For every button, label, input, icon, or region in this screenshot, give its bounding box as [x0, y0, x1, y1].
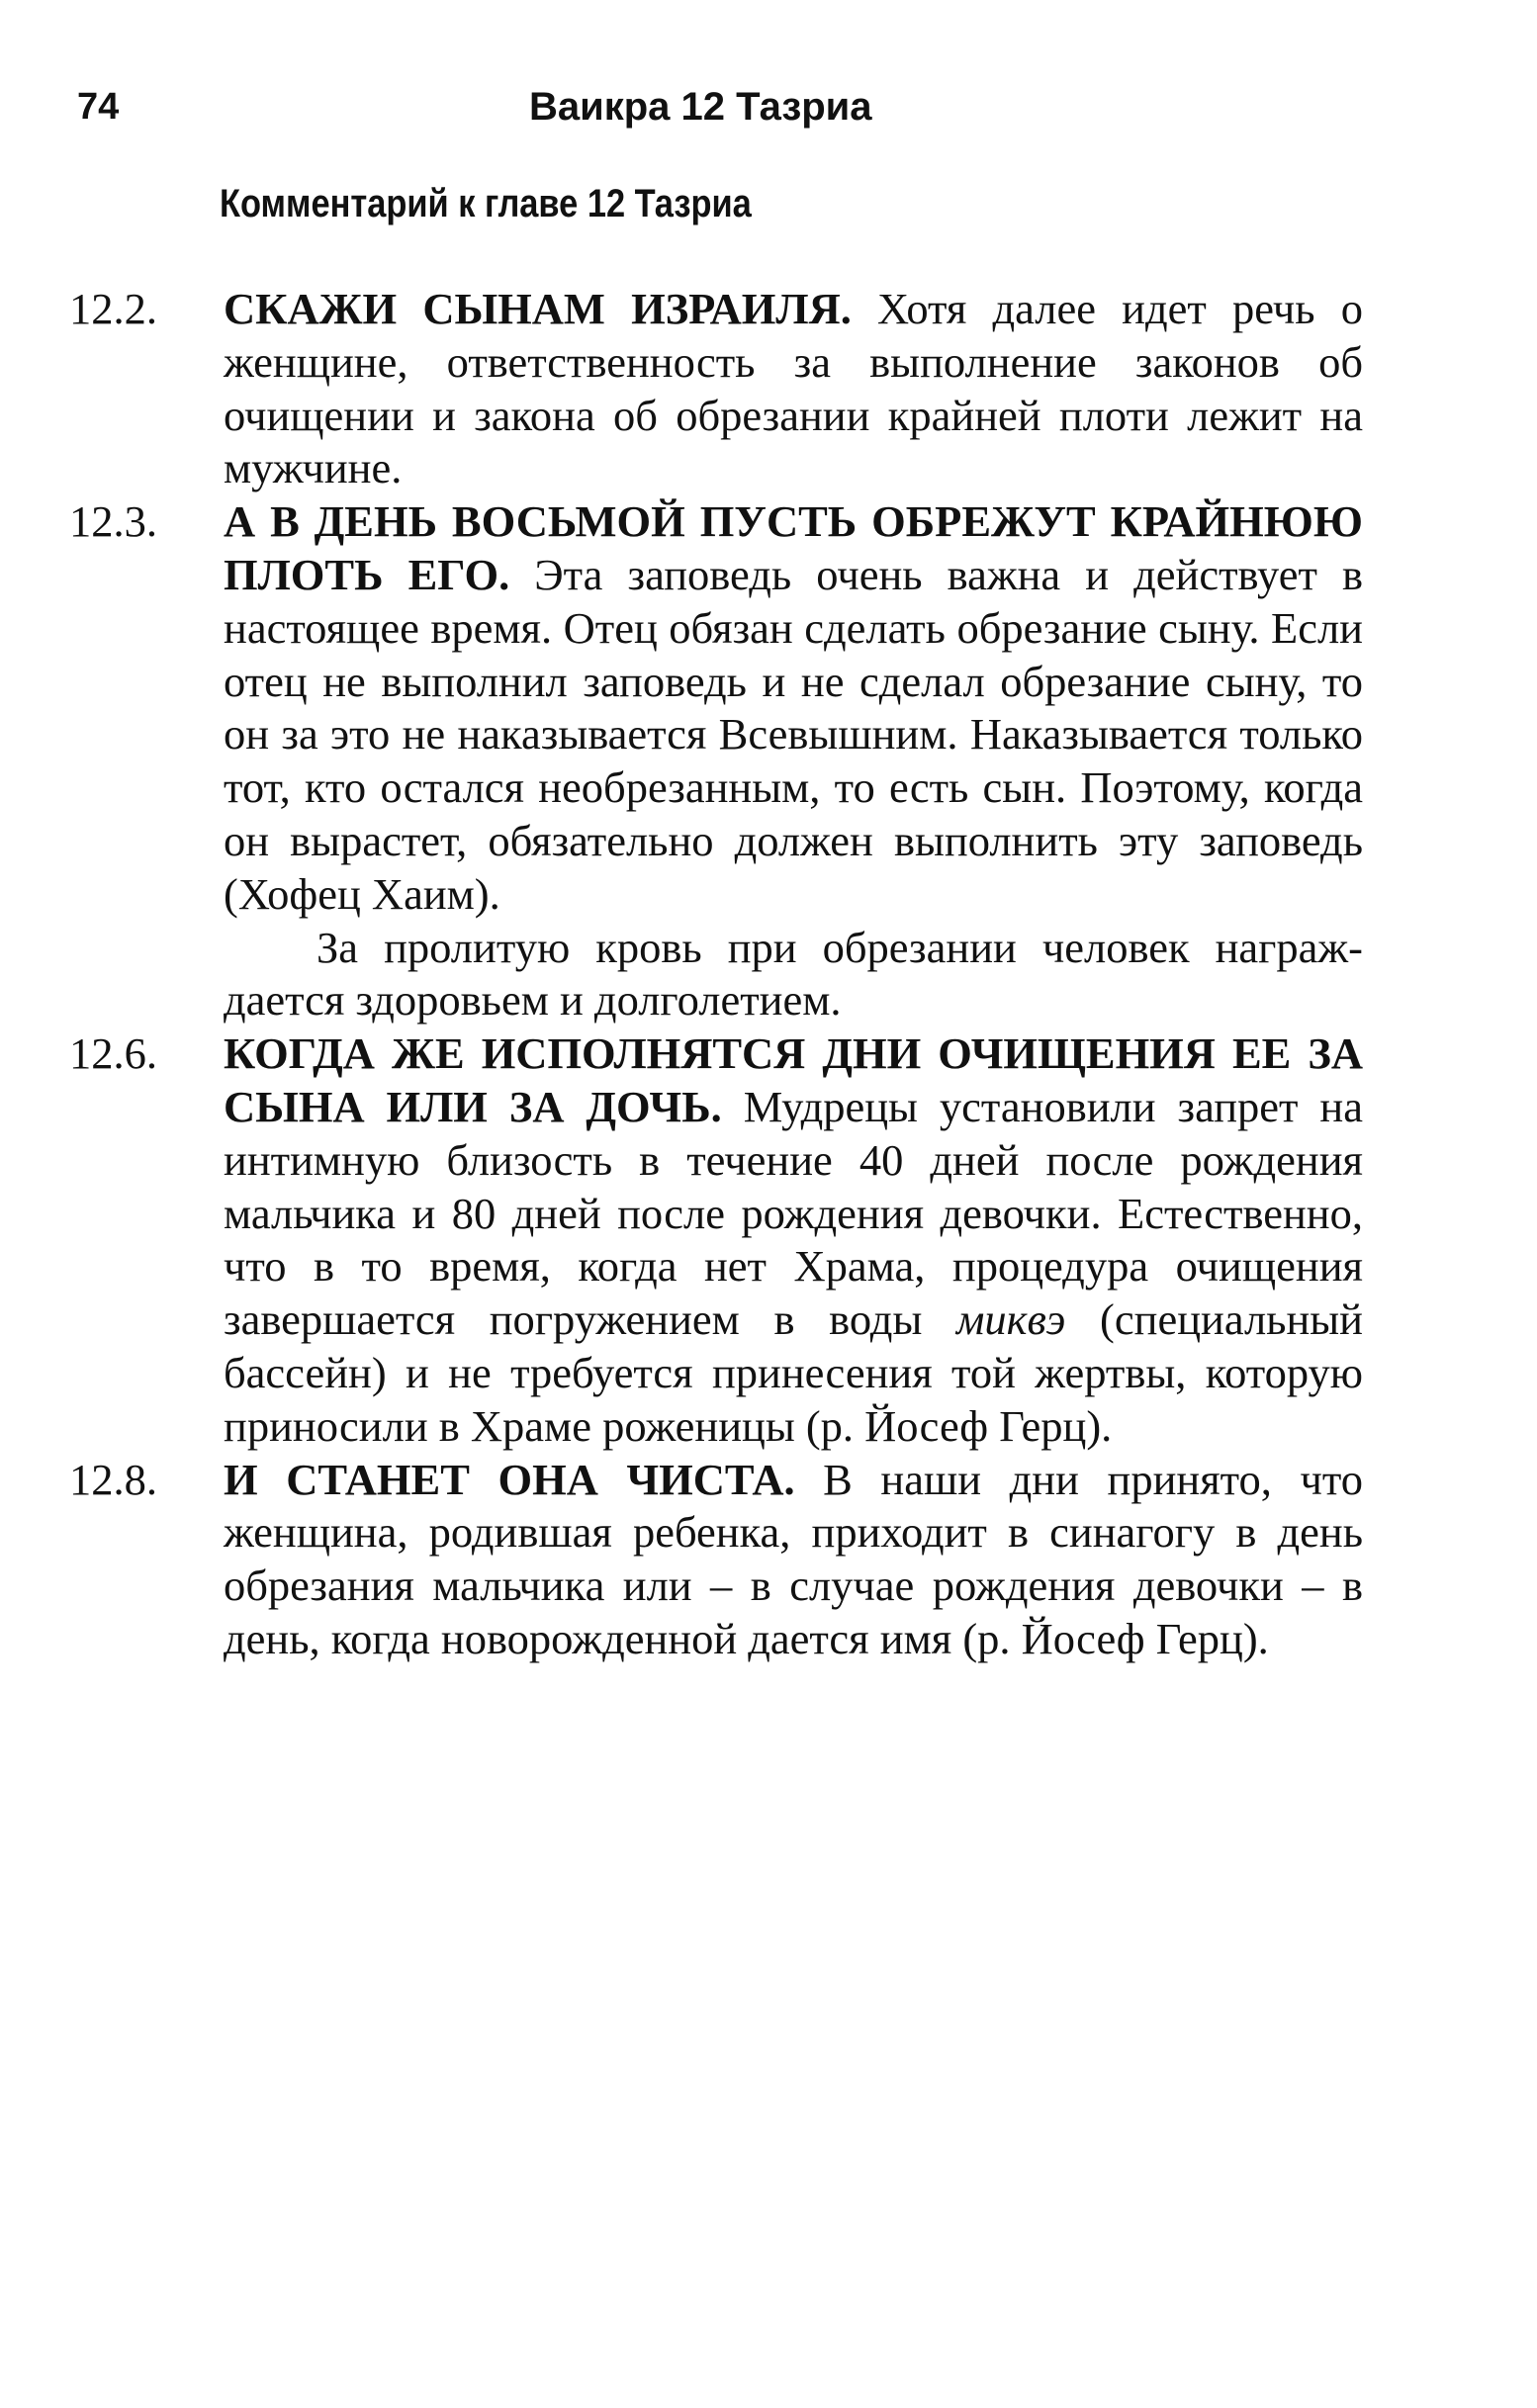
verse-heading: КОГДА ЖЕ ИСПОЛНЯТСЯ ДНИ ОЧИЩЕНИЯ ЕЕ ЗА СЫНА ИЛИ ЗА ДОЧЬ.: [224, 1028, 1363, 1131]
verse-heading: А В ДЕНЬ ВОСЬМОЙ ПУСТЬ ОБРЕЖУТ КРАЙНЮЮ ПЛОТЬ ЕГО.: [224, 496, 1363, 599]
commentary-paragraph: [224, 283, 1363, 495]
italic-term: миквэ: [956, 1294, 1066, 1345]
page-header: [0, 77, 1537, 136]
commentary-list: [0, 283, 1537, 1666]
commentary-paragraph: [224, 495, 1363, 921]
commentary-entry: [0, 1454, 1363, 1666]
commentary-text: Эта заповедь очень важна и действует в настоящее время. Отец обязан сделать обрезание сыну. Если отец не выполнил заповедь и не сделал обрезание сыну, то он за это не наказывается Всевышним. Наказывается только тот, кто остался необрезанным, то есть сын. Поэтому, когда он вырастет, обязательно должен выполнить эту заповедь (Хофец Хаим).: [224, 549, 1363, 919]
running-head: Ваикра 12 Тазриа: [529, 85, 872, 129]
commentary-entry: [0, 495, 1363, 1027]
commentary-paragraph: За пролитую кровь при обрезании человек награждается здоровьем и долголетием.: [224, 922, 1363, 1026]
commentary-entry: [0, 1027, 1363, 1453]
commentary-text: В наши дни принято, что женщина, родившая ребенка, приходит в синагогу в день обрезания мальчика или – в случае рождения девочки – в день, когда новорожденной дается имя (р. Йосеф Герц).: [224, 1454, 1363, 1663]
verse-number: 12.2.: [69, 284, 157, 333]
commentary-paragraph: [224, 1027, 1363, 1453]
chapter-title: Комментарий к главе 12 Тазриа: [220, 182, 752, 225]
commentary-text: Хотя далее идет речь о женщине, ответственность за выполнение законов об очищении и закона об обрезании крайней плоти лежит на мужчине.: [224, 284, 1363, 493]
commentary-paragraph: [224, 1454, 1363, 1666]
verse-heading: И СТАНЕТ ОНА ЧИСТА.: [224, 1454, 795, 1504]
verse-number: 12.6.: [69, 1028, 157, 1079]
verse-number: 12.3.: [69, 496, 157, 547]
commentary-entry: [0, 283, 1363, 495]
page-number: 74: [77, 86, 120, 128]
verse-number: 12.8.: [69, 1454, 157, 1504]
commentary-text: Мудрецы установили запрет на интимную близость в течение 40 дней после рождения мальчика и 80 дней после рождения девочки. Естественно, что в то время, когда нет Храма, процедура очищения завершается погружением в воды: [224, 1081, 1363, 1345]
commentary-text: (специальный бассейн) и не требуется принесения той жертвы, которую приносили в Храме роженицы (р. Йосеф Герц).: [224, 1294, 1363, 1451]
verse-heading: СКАЖИ СЫНАМ ИЗРАИЛЯ.: [224, 284, 852, 333]
